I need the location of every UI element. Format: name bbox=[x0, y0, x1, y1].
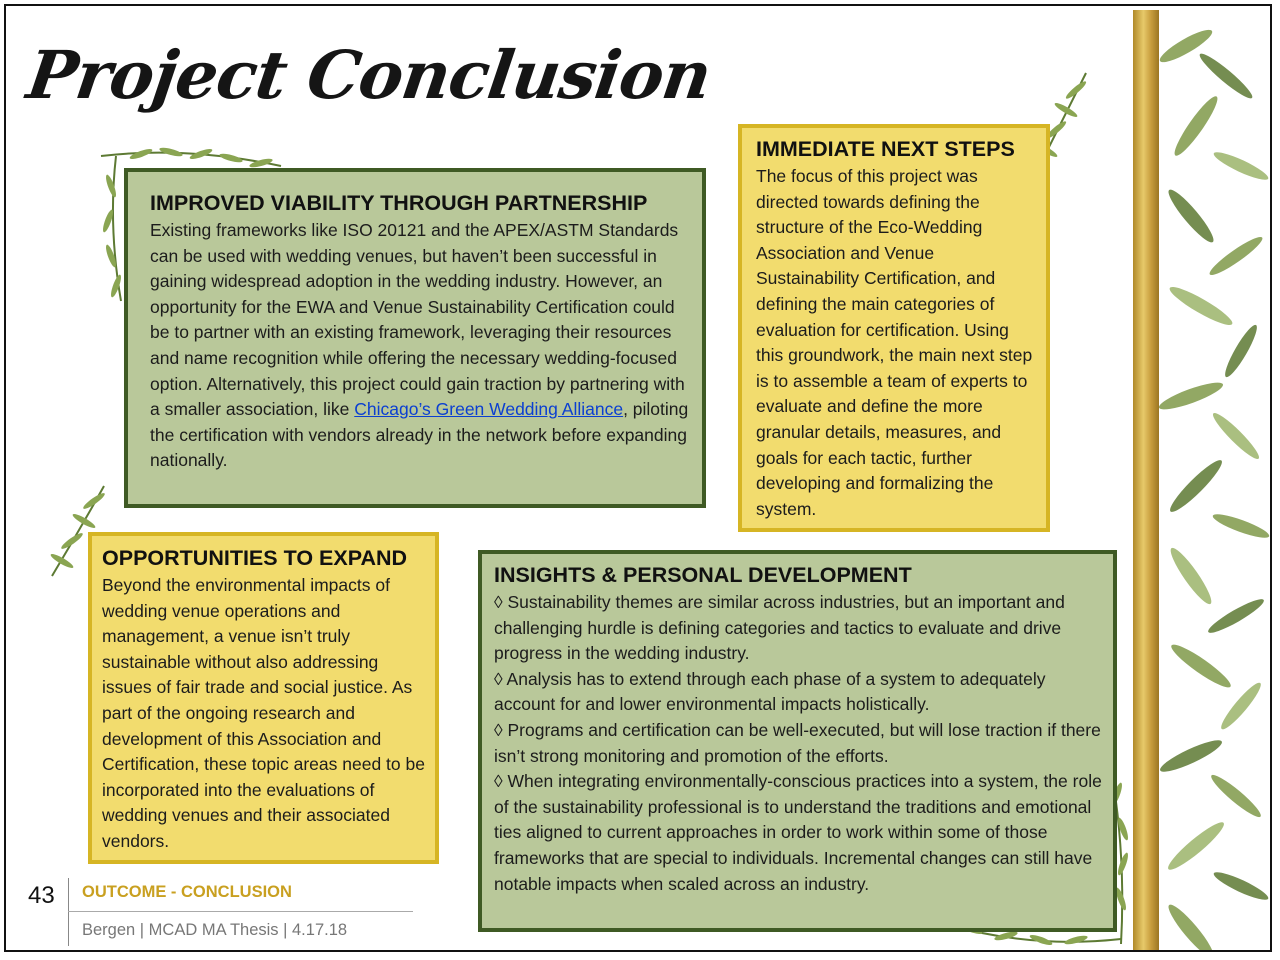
viability-text-end: , piloting the certification with vendors already in the network before expanding nationally. bbox=[150, 399, 689, 471]
viability-heading: IMPROVED VIABILITY THROUGH PARTNERSHIP bbox=[150, 191, 648, 215]
insight-item: ◊ When integrating environmentally-conscious practices into a system, the role of the sustainability professional is to understand the traditions and emotional ties aligned to current approaches in order to work within some of those frameworks that are special to individuals. Incremental changes can still have notable impacts when scaled across an industry. bbox=[494, 771, 1102, 894]
viability-text bbox=[150, 218, 694, 474]
insight-item: ◊ Sustainability themes are similar across industries, but an important and challenging hurdle is defining categories and tactics to evaluate and drive progress in the wedding industry. bbox=[494, 592, 1065, 664]
viability-text-start: Existing frameworks like ISO 20121 and the APEX/ASTM Standards can be used with wedding venues, but haven’t been successful in gaining widespread adoption in the wedding industry. However, an opportunity for the EWA and Venue Sustainability Certification could be to partner with an existing framework, leveraging their resources and name recognition while offering the necessary wedding-focused option. Alternatively, this project could gain traction by partnering with a smaller association, like bbox=[150, 220, 685, 420]
next-steps-text: The focus of this project was directed towards defining the structure of the Eco-Wedding Association and Venue Sustainability Certification, and defining the main categories of evaluation for certification. Using this groundwork, the main next step is to assemble a team of experts to evaluate and define the more granular details, measures, and goals for each tactic, further developing and formalizing the system. bbox=[756, 166, 1033, 519]
expand-box bbox=[88, 532, 439, 864]
next-steps-heading: IMMEDIATE NEXT STEPS bbox=[756, 137, 1015, 161]
expand-heading: OPPORTUNITIES TO EXPAND bbox=[102, 546, 408, 570]
insights-box bbox=[478, 550, 1117, 932]
footer-divider-vertical bbox=[68, 878, 69, 946]
insight-item: ◊ Programs and certification can be well-executed, but will lose traction if there isn’t strong monitoring and promotion of the efforts. bbox=[494, 719, 1101, 766]
foliage-strip-decoration bbox=[1156, 6, 1272, 952]
page-title: Project Conclusion bbox=[22, 36, 716, 114]
footer-section-label: OUTCOME - CONCLUSION bbox=[82, 883, 292, 901]
footer-subtitle: Bergen | MCAD MA Thesis | 4.17.18 bbox=[82, 921, 348, 939]
footer-divider-horizontal bbox=[68, 911, 413, 912]
expand-text: Beyond the environmental impacts of wedding venue operations and management, a venue isn’t truly sustainable without also addressing issues of fair trade and social justice. As part of the ongoing research and development of this Association and Certification, these topic areas need to be incorporated into the evaluations of wedding venues and their associated vendors. bbox=[102, 575, 425, 851]
insight-item: ◊ Analysis has to extend through each phase of a system to adequately account for and lower environmental impacts holistically. bbox=[494, 668, 1046, 715]
green-wedding-alliance-link[interactable]: Chicago’s Green Wedding Alliance bbox=[354, 399, 624, 420]
slide bbox=[4, 4, 1272, 952]
viability-box bbox=[124, 168, 706, 508]
page-number: 43 bbox=[28, 882, 55, 909]
next-steps-box bbox=[738, 124, 1050, 532]
insights-heading: INSIGHTS & PERSONAL DEVELOPMENT bbox=[494, 563, 912, 587]
